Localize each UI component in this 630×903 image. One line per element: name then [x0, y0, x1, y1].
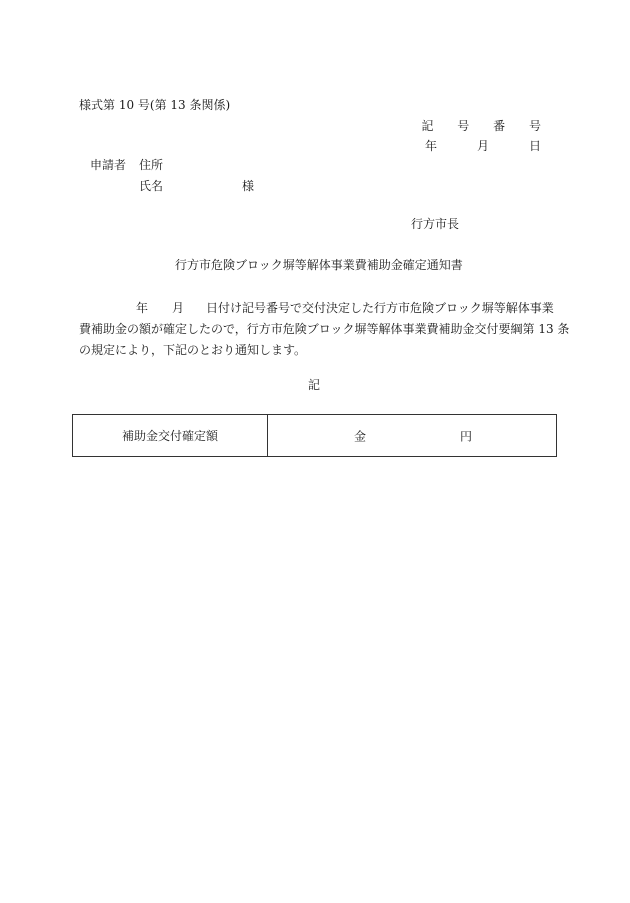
- body-line-3: の規定により，下記のとおり通知します。: [79, 343, 307, 357]
- date-year: 年: [424, 139, 437, 153]
- document-number-label: [421, 120, 541, 132]
- date-day: 日: [528, 139, 541, 153]
- amount-table: [72, 414, 557, 457]
- amount-value-cell: [268, 415, 557, 457]
- document-title: 行方市危険ブロック塀等解体事業費補助金確定通知書: [175, 258, 463, 272]
- kin-label: 金: [354, 429, 367, 443]
- table-row: [73, 415, 557, 457]
- body-month: 月: [172, 301, 185, 315]
- doc-number-char: 記: [421, 119, 444, 133]
- name-label: 氏名: [139, 179, 164, 193]
- honorific: 様: [242, 179, 255, 193]
- date-month: 月: [476, 139, 489, 153]
- issuer: 行方市長: [411, 217, 460, 231]
- body-year: 年: [136, 301, 149, 315]
- applicant-label: 申請者: [90, 158, 127, 172]
- document-date: [425, 140, 541, 152]
- doc-number-char: 番: [493, 119, 516, 133]
- body-paragraph: [79, 298, 570, 361]
- address-label: 住所: [139, 158, 164, 172]
- amount-label-cell: 補助金交付確定額: [73, 415, 268, 457]
- doc-number-char: 号: [457, 119, 480, 133]
- body-line-2: 費補助金の額が確定したので，行方市危険ブロック塀等解体事業費補助金交付要綱第 13 条: [79, 322, 570, 336]
- en-label: 円: [460, 429, 473, 443]
- body-line-1: [79, 298, 557, 319]
- doc-number-char: 号: [528, 119, 541, 133]
- form-number: 様式第 10 号(第 13 条関係): [79, 98, 231, 112]
- ki-heading: 記: [308, 378, 321, 392]
- body-line-1-rest: 日付け記号番号で交付決定した行方市危険ブロック塀等解体事業: [206, 301, 554, 315]
